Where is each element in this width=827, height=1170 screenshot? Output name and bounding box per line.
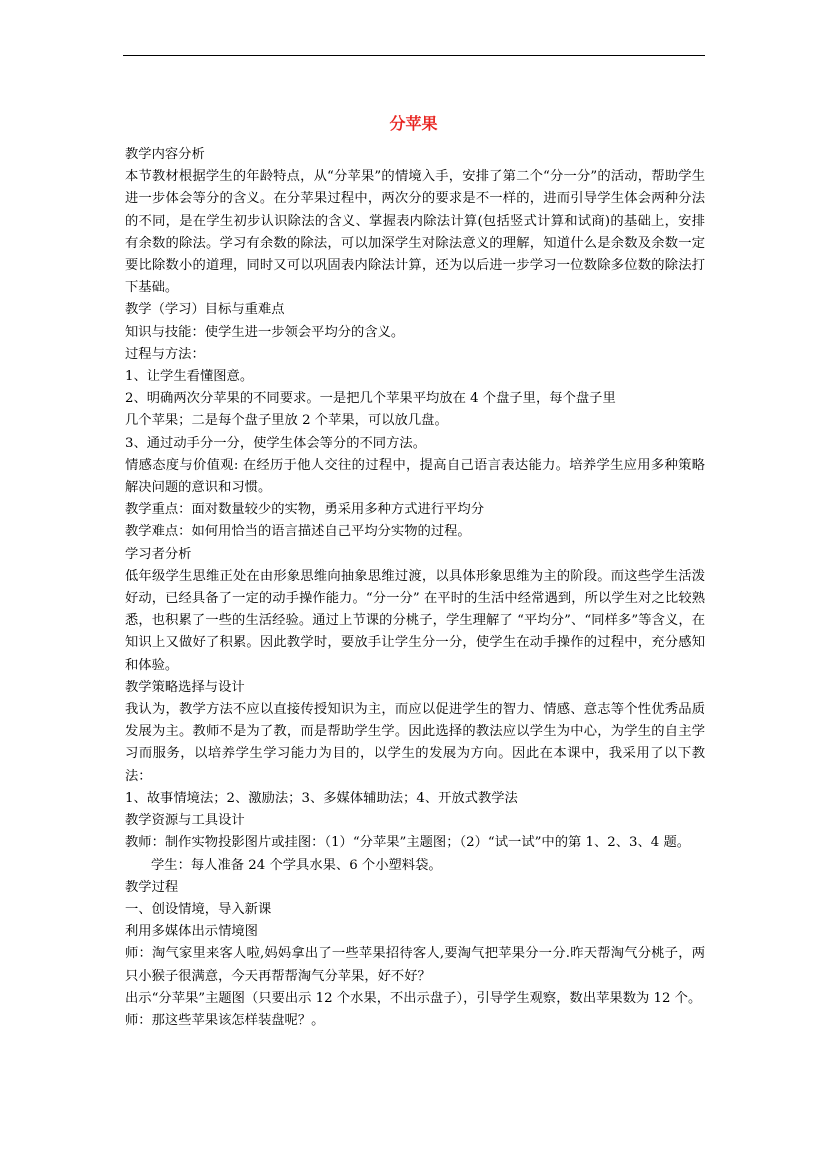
- section-heading-learner-analysis: 学习者分析: [125, 546, 192, 562]
- paragraph-difficult-point: 教学难点：如何用恰当的语言描述自己平均分实物的过程。: [125, 524, 471, 540]
- list-item-2: 2、明确两次分苹果的不同要求。一是把几个苹果平均放在 4 个盘子里，每个盘子里: [125, 391, 616, 407]
- section-heading-process: 教学过程: [125, 879, 179, 895]
- section-heading-strategy: 教学策略选择与设计: [125, 679, 245, 695]
- paragraph-learner-analysis: 低年级学生思维正处在由形象思维向抽象思维过渡，以具体形象思维为主的阶段。而这些学生活泼好动，已经具备了一定的动手操作能力。“分一分” 在平时的生活中经常遇到，所以学生对之比较熟悉，也积累了一些的生活经验。通过上节课的分桃子，学生理解了 “平均分”、“同样多”等含义，在知识上又做好了积累。因此教学时，要放手让学生分一分，使学生在动手操作的过程中，充分感知和体验。: [125, 568, 705, 673]
- paragraph-knowledge-skills: 知识与技能：使学生进一步领会平均分的含义。: [125, 324, 405, 340]
- document-body: [125, 144, 705, 1032]
- paragraph-strategy: 我认为，教学方法不应以直接传授知识为主，而应以促进学生的智力、情感、意志等个性优秀品质发展为主。教师不是为了教，而是帮助学生学。因此选择的教法应以学生为中心，为学生的自主学习而服务，以培养学生学习能力为目的，以学生的发展为方向。因此在本课中，我采用了以下教法：: [125, 702, 705, 784]
- list-item-3: 3、通过动手分一分，使学生体会等分的不同方法。: [125, 435, 426, 451]
- section-heading-objectives: 教学（学习）目标与重难点: [125, 302, 285, 318]
- paragraph-teacher-resources: 教师：制作实物投影图片或挂图：（1）“分苹果”主题图；（2）“试一试”中的第 1、2、3、4 题。: [125, 835, 691, 851]
- document-title: 分苹果: [389, 114, 438, 133]
- paragraph-student-resources: 学生：每人准备 24 个学具水果、6 个小塑料袋。: [151, 857, 442, 873]
- paragraph-teacher-question: 师：那这些苹果该怎样装盘呢？。: [125, 1012, 325, 1028]
- paragraph-key-point: 教学重点：面对数量较少的实物，勇采用多种方式进行平均分: [125, 502, 485, 518]
- list-item-1: 1、让学生看懂图意。: [125, 369, 254, 385]
- paragraph-content-analysis: 本节教材根据学生的年龄特点，从“分苹果”的情境入手，安排了第二个“分一分”的活动，帮助学生进一步体会等分的含义。在分苹果过程中，两次分的要求是不一样的，进而引导学生体会两种分法的不同，是在学生初步认识除法的含义、掌握表内除法计算(包括竖式计算和试商)的基础上，安排有余数的除法。学习有余数的除法，可以加深学生对除法意义的理解，知道什么是余数及余数一定要比除数小的道理，同时又可以巩固表内除法计算，还为以后进一步学习一位数除多位数的除法打下基础。: [125, 169, 705, 296]
- section-heading-resources: 教学资源与工具设计: [125, 813, 245, 829]
- header-rule: [123, 55, 705, 56]
- paragraph-show-picture: 出示“分苹果”主题图（只要出示 12 个水果，不出示盘子），引导学生观察，数出苹果数为 12 个。: [125, 990, 702, 1006]
- paragraph-methods-list: 1、故事情境法；2、激励法；3、多媒体辅助法；4、开放式教学法: [125, 790, 518, 806]
- list-item-2-continued: 几个苹果；二是每个盘子里放 2 个苹果，可以放几盘。: [125, 413, 448, 429]
- section-heading-content-analysis: 教学内容分析: [125, 147, 205, 162]
- subheading-intro: 一、创设情境，导入新课: [125, 901, 272, 917]
- paragraph-teacher-story: 师：淘气家里来客人啦,妈妈拿出了一些苹果招待客人,要淘气把苹果分一分.昨天帮淘气分桃子，两只小猴子很满意，今天再帮帮淘气分苹果，好不好？: [125, 946, 705, 984]
- paragraph-attitude-values: 情感态度与价值观: 在经历于他人交往的过程中，提高自己语言表达能力。培养学生应用多种策略解决问题的意识和习惯。: [125, 457, 705, 496]
- paragraph-multimedia: 利用多媒体出示情境图: [125, 924, 258, 940]
- paragraph-process-methods: 过程与方法：: [125, 346, 205, 362]
